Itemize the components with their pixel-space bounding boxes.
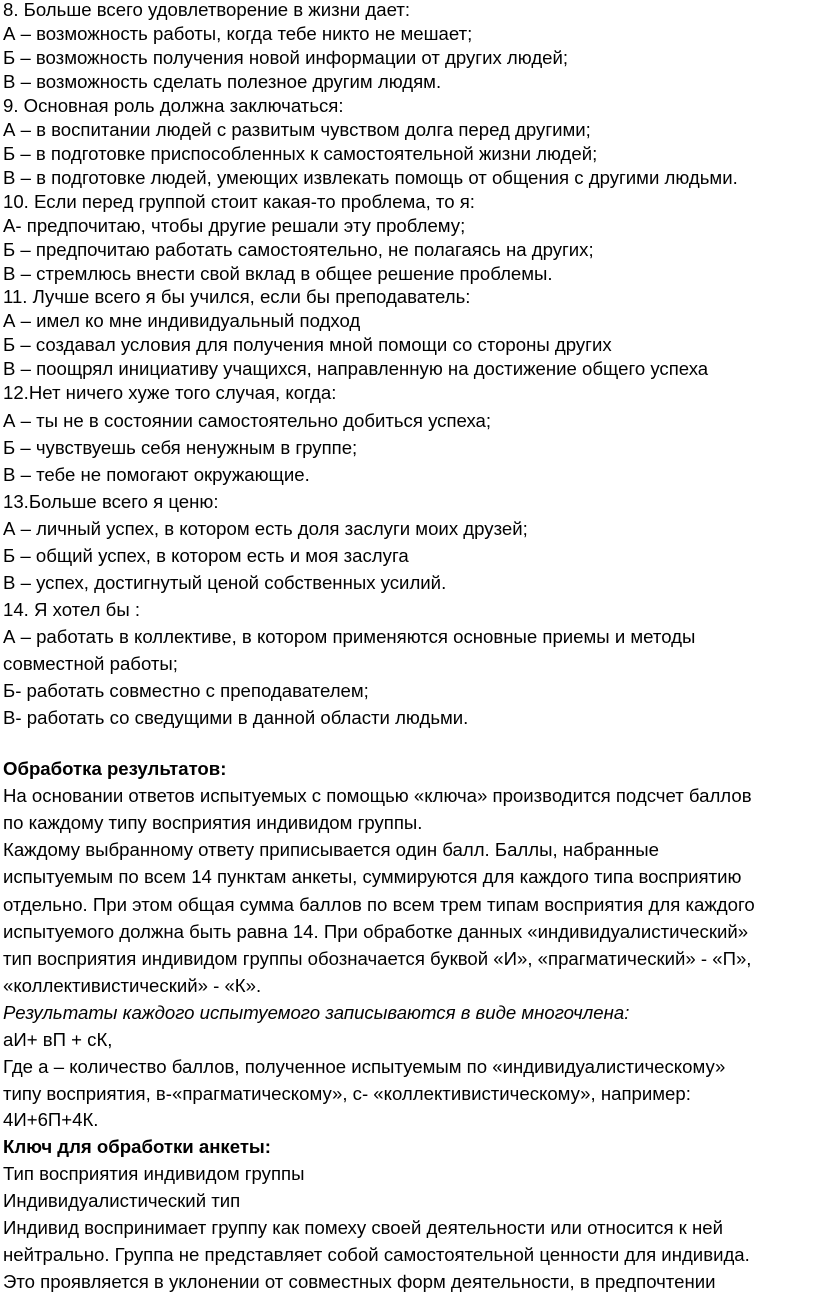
question-12: 12.Нет ничего хуже того случая, когда: xyxy=(3,382,337,403)
results-note: Результаты каждого испытуемого записываются в виде многочлена: xyxy=(3,1002,630,1023)
answer-12b: Б – чувствуешь себя ненужным в группе; xyxy=(3,437,358,458)
answer-9c: В – в подготовке людей, умеющих извлекать помощь от общения с другими людьми. xyxy=(3,167,738,188)
answer-12c: В – тебе не помогают окружающие. xyxy=(3,464,310,485)
answer-14b: Б- работать совместно с преподавателем; xyxy=(3,680,369,701)
answer-8b: Б – возможность получения новой информации от других людей; xyxy=(3,47,569,68)
key-text-2: нейтрально. Группа не представляет собой самостоятельной ценности для индивида. xyxy=(3,1244,750,1265)
answer-13b: Б – общий успех, в котором есть и моя заслуга xyxy=(3,545,409,566)
processing-text-1: На основании ответов испытуемых с помощью «ключа» производится подсчет баллов xyxy=(3,785,752,806)
processing-text-8: «коллективистический» - «К». xyxy=(3,975,262,996)
answer-14a: А – работать в коллективе, в котором применяются основные приемы и методы xyxy=(3,626,696,647)
processing-text-6: испытуемого должна быть равна 14. При обработке данных «индивидуалистический» xyxy=(3,921,749,942)
question-11: 11. Лучше всего я бы учился, если бы преподаватель: xyxy=(3,286,471,307)
answer-13a: А – личный успех, в котором есть доля заслуги моих друзей; xyxy=(3,518,528,539)
processing-text-5: отдельно. При этом общая сумма баллов по всем трем типам восприятия для каждого xyxy=(3,894,755,915)
question-8: 8. Больше всего удовлетворение в жизни дает: xyxy=(3,0,411,20)
answer-10c: В – стремлюсь внести свой вклад в общее решение проблемы. xyxy=(3,263,553,284)
formula-explanation-1: Где а – количество баллов, полученное испытуемым по «индивидуалистическому» xyxy=(3,1056,726,1077)
question-13: 13.Больше всего я ценю: xyxy=(3,491,219,512)
answer-14a-cont: совместной работы; xyxy=(3,653,178,674)
question-14: 14. Я хотел бы : xyxy=(3,599,141,620)
answer-9b: Б – в подготовке приспособленных к самостоятельной жизни людей; xyxy=(3,143,598,164)
processing-text-2: по каждому типу восприятия индивидом группы. xyxy=(3,812,423,833)
answer-10a: А- предпочитаю, чтобы другие решали эту проблему; xyxy=(3,215,466,236)
question-10: 10. Если перед группой стоит какая-то проблема, то я: xyxy=(3,191,475,212)
key-subheading: Тип восприятия индивидом группы xyxy=(3,1163,305,1184)
processing-text-3: Каждому выбранному ответу приписывается один балл. Баллы, набранные xyxy=(3,839,659,860)
key-type-individualistic: Индивидуалистический тип xyxy=(3,1190,241,1211)
formula-example: 4И+6П+4К. xyxy=(3,1109,99,1130)
answer-8a: А – возможность работы, когда тебе никто не мешает; xyxy=(3,23,473,44)
key-text-3: Это проявляется в уклонении от совместных форм деятельности, в предпочтении xyxy=(3,1271,716,1292)
answer-9a: А – в воспитании людей с развитым чувством долга перед другими; xyxy=(3,119,591,140)
processing-text-4: испытуемым по всем 14 пунктам анкеты, суммируются для каждого типа восприятию xyxy=(3,866,742,887)
answer-11c: В – поощрял инициативу учащихся, направленную на достижение общего успеха xyxy=(3,358,709,379)
question-9: 9. Основная роль должна заключаться: xyxy=(3,95,344,116)
key-text-1: Индивид воспринимает группу как помеху своей деятельности или относится к ней xyxy=(3,1217,723,1238)
formula: аИ+ вП + сК, xyxy=(3,1029,113,1050)
answer-11b: Б – создавал условия для получения мной помощи со стороны других xyxy=(3,334,612,355)
answer-13c: В – успех, достигнутый ценой собственных усилий. xyxy=(3,572,447,593)
answer-8c: В – возможность сделать полезное другим людям. xyxy=(3,71,442,92)
answer-11a: А – имел ко мне индивидуальный подход xyxy=(3,310,361,331)
answer-14c: В- работать со сведущими в данной области людьми. xyxy=(3,707,469,728)
section-heading-processing: Обработка результатов: xyxy=(3,758,227,779)
processing-text-7: тип восприятия индивидом группы обозначается буквой «И», «прагматический» - «П», xyxy=(3,948,752,969)
answer-12a: А – ты не в состоянии самостоятельно добиться успеха; xyxy=(3,410,492,431)
formula-explanation-2: типу восприятия, в-«прагматическому», с- «коллективистическому», например: xyxy=(3,1083,691,1104)
answer-10b: Б – предпочитаю работать самостоятельно, не полагаясь на других; xyxy=(3,239,594,260)
section-heading-key: Ключ для обработки анкеты: xyxy=(3,1136,272,1157)
